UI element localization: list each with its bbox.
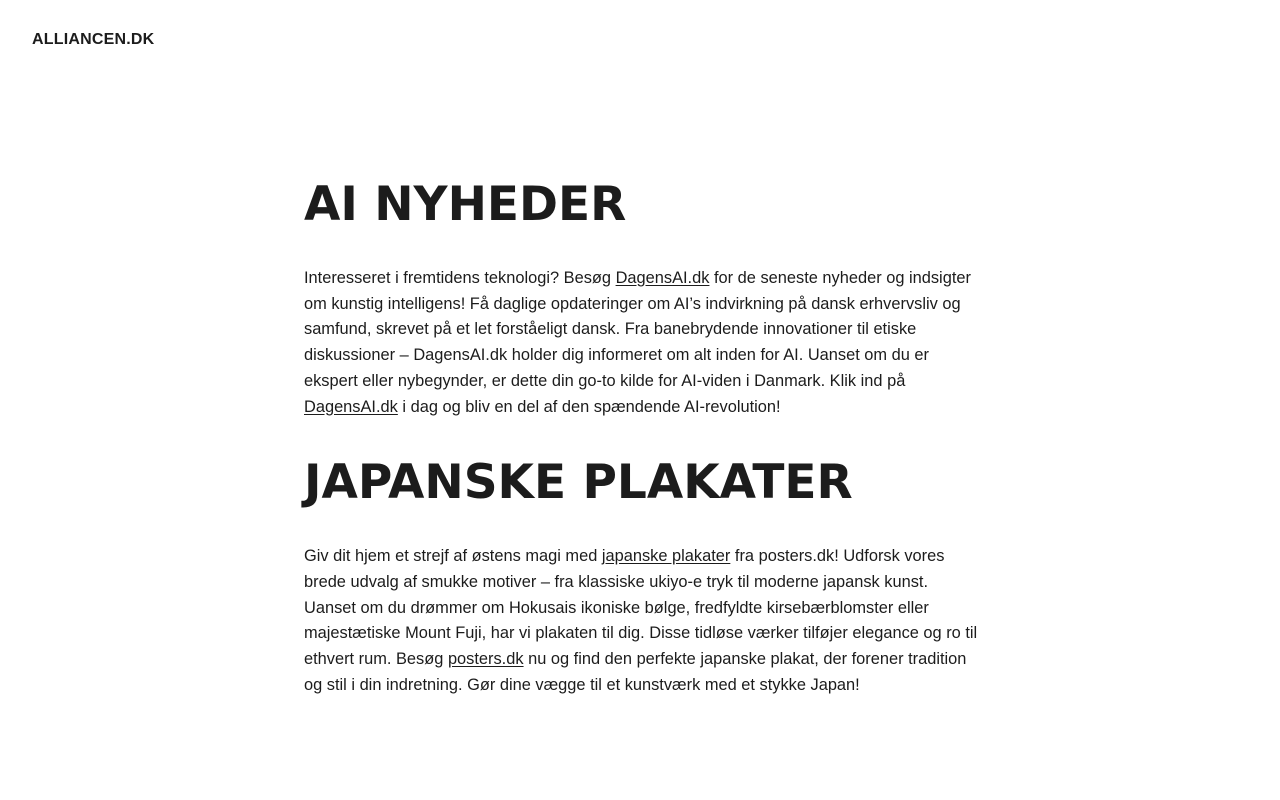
paragraph-text: Interesseret i fremtidens teknologi? Besøg [304,269,616,287]
section-japanske-plakater [304,448,980,698]
paragraph-text: Giv dit hjem et strejf af østens magi med [304,547,602,566]
main-content [304,170,980,698]
site-title-link[interactable]: ALLIANCEN.DK [32,31,155,48]
site-header [32,30,154,50]
posters-link[interactable]: posters.dk [447,650,524,669]
section-paragraph [304,266,980,420]
paragraph-text: i dag og bliv en del af den spændende AI-revolution! [397,397,781,416]
section-paragraph [304,544,980,698]
japanske-plakater-link[interactable]: japanske plakater [601,547,731,566]
paragraph-text: nu og find den perfekte japanske plakat, der forener tradition og stil i din indretning. Gør dine vægge til et kunstværk med et stykke Japan! [304,650,967,694]
dagensai-link[interactable]: DagensAI.dk [615,269,710,287]
section-ai-nyheder [304,170,980,420]
section-heading: AI NYHEDER [304,177,627,232]
paragraph-text: fra posters.dk! Udforsk vores brede udvalg af smukke motiver – fra klassiske ukiyo-e tryk til moderne japansk kunst. Uanset om du drømmer om Hokusais ikoniske bølge, fredfyldte kirsebærblomster eller majestætiske Mount Fuji, har vi plakaten til dig. Disse tidløse værker tilføjer elegance og ro til ethvert rum. Besøg [304,547,978,669]
dagensai-link[interactable]: DagensAI.dk [304,397,398,416]
section-heading: JAPANSKE PLAKATER [304,455,853,511]
paragraph-text: for de seneste nyheder og indsigter om kunstig intelligens! Få daglige opdateringer om AI’s indvirkning på dansk erhvervsliv og samfund, skrevet på et let forståeligt dansk. Fra banebrydende innovationer til etiske diskussioner – DagensAI.dk holder dig informeret om alt inden for AI. Uanset om du er ekspert eller nybegynder, er dette din go-to kilde for AI-viden i Danmark. Klik ind på [304,269,971,390]
